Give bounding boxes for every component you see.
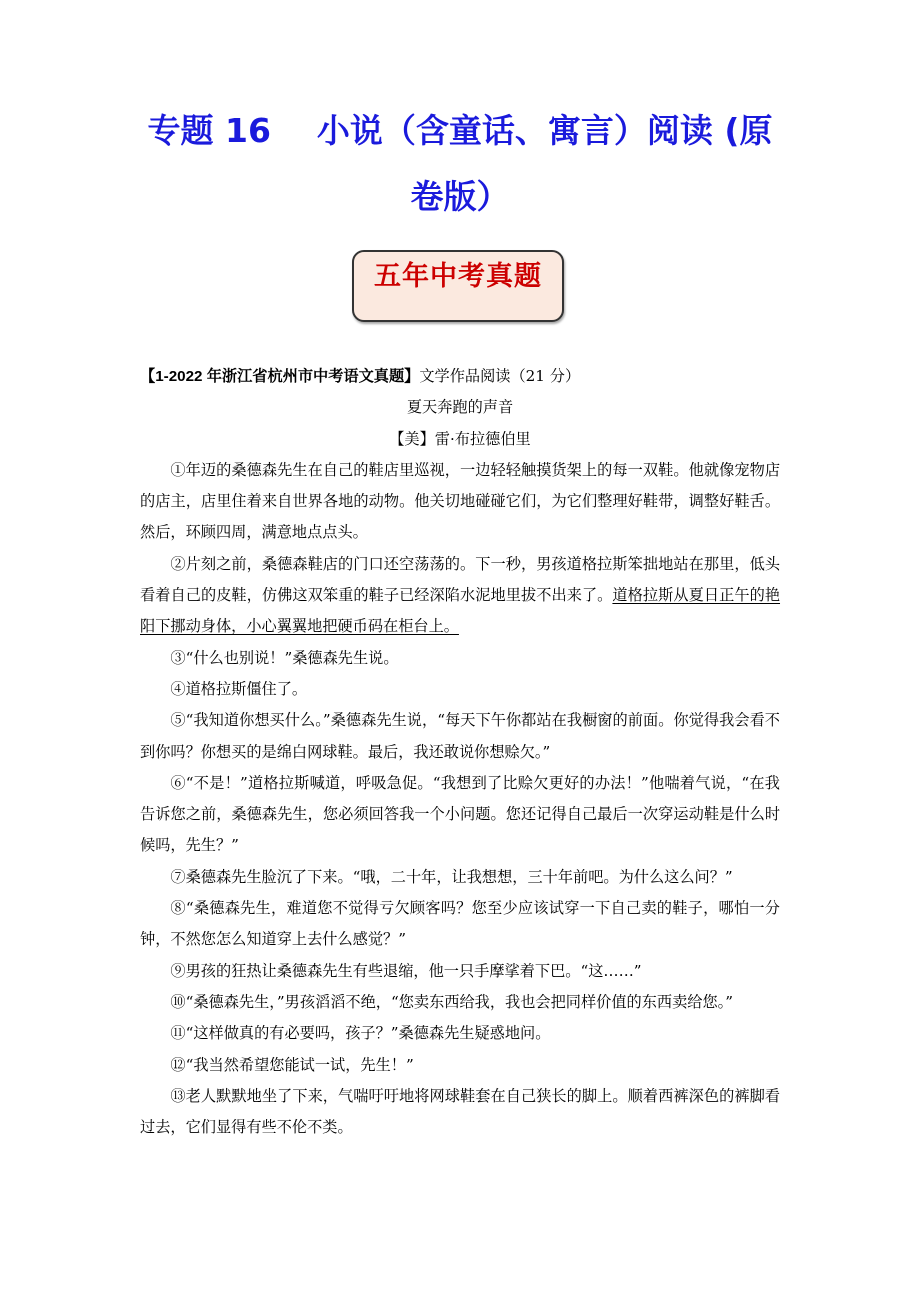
paragraph-8: ⑧“桑德森先生，难道您不觉得亏欠顾客吗？您至少应该试穿一下自己卖的鞋子，哪怕一分钟，不然您怎么知道穿上去什么感觉？” — [140, 899, 780, 949]
story-author: 【美】雷·布拉德伯里 — [389, 429, 531, 448]
paragraph-5: ⑤“我知道你想买什么。”桑德森先生说，“每天下午你都站在我橱窗的前面。你觉得我会看不到你吗？你想买的是绵白网球鞋。最后，我还敢说你想赊欠。” — [140, 711, 780, 761]
title-topic-name: 小说（含童话、寓言）阅读 (原 — [316, 111, 773, 150]
question-label: 文学作品阅读（21 分） — [419, 367, 581, 385]
paragraph-13: ⑬老人默默地坐了下来，气喘吁吁地将网球鞋套在自己狭长的脚上。顺着西裤深色的裤脚看过去，它们显得有些不伦不类。 — [140, 1086, 780, 1137]
paragraph-1: ①年迈的桑德森先生在自己的鞋店里巡视，一边轻轻触摸货架上的每一双鞋。他就像宠物店的店主，店里住着来自世界各地的动物。他关切地碰碰它们，为它们整理好鞋带，调整好鞋舌。然后，环顾四周，满意地点点头。 — [140, 460, 780, 542]
paragraph-6: ⑥“不是！”道格拉斯喊道，呼吸急促。“我想到了比赊欠更好的办法！”他喘着气说，“在我告诉您之前，桑德森先生，您必须回答我一个小问题。您还记得自己最后一次穿运动鞋是什么时候吗，先生？” — [140, 773, 780, 855]
underlined-sentence: 道格拉斯从夏日正午的艳阳下挪动身体，小心翼翼地把硬币码在柜台上。 — [140, 586, 781, 636]
paragraph-4: ④道格拉斯僵住了。 — [170, 679, 308, 698]
document-title-continuation: 卷版） — [410, 177, 510, 216]
story-title: 夏天奔跑的声音 — [406, 398, 514, 417]
paragraph-2-text: ②片刻之前，桑德森鞋店的门口还空荡荡的。下一秒，男孩道格拉斯笨拙地站在那里，低头看着自己的皮鞋，仿佛这双笨重的鞋子已经深陷水泥地里拔不出来了。 — [140, 554, 780, 605]
paragraph-7: ⑦桑德森先生脸沉了下来。“哦，二十年，让我想想，三十年前吧。为什么这么问？” — [170, 867, 733, 886]
document-body — [140, 361, 780, 1143]
paragraph-9: ⑨男孩的狂热让桑德森先生有些退缩，他一只手摩挲着下巴。“这……” — [170, 961, 642, 980]
paragraph-11: ⑪“这样做真的有必要吗，孩子？”桑德森先生疑惑地问。 — [170, 1024, 551, 1043]
question-heading — [140, 361, 780, 392]
paragraph-2 — [140, 549, 780, 643]
section-badge — [352, 250, 564, 322]
title-topic-number: 专题 16 — [147, 111, 271, 150]
paragraph-10: ⑩“桑德森先生，”男孩滔滔不绝，“您卖东西给我，我也会把同样价值的东西卖给您。” — [170, 992, 733, 1011]
paragraph-3: ③“什么也别说！”桑德森先生说。 — [170, 648, 399, 667]
document-title — [0, 98, 920, 164]
section-badge-label: 五年中考真题 — [374, 261, 542, 292]
paragraph-12: ⑫“我当然希望您能试一试，先生！” — [170, 1055, 414, 1074]
question-source: 【1-2022 年浙江省杭州市中考语文真题】 — [140, 368, 420, 385]
